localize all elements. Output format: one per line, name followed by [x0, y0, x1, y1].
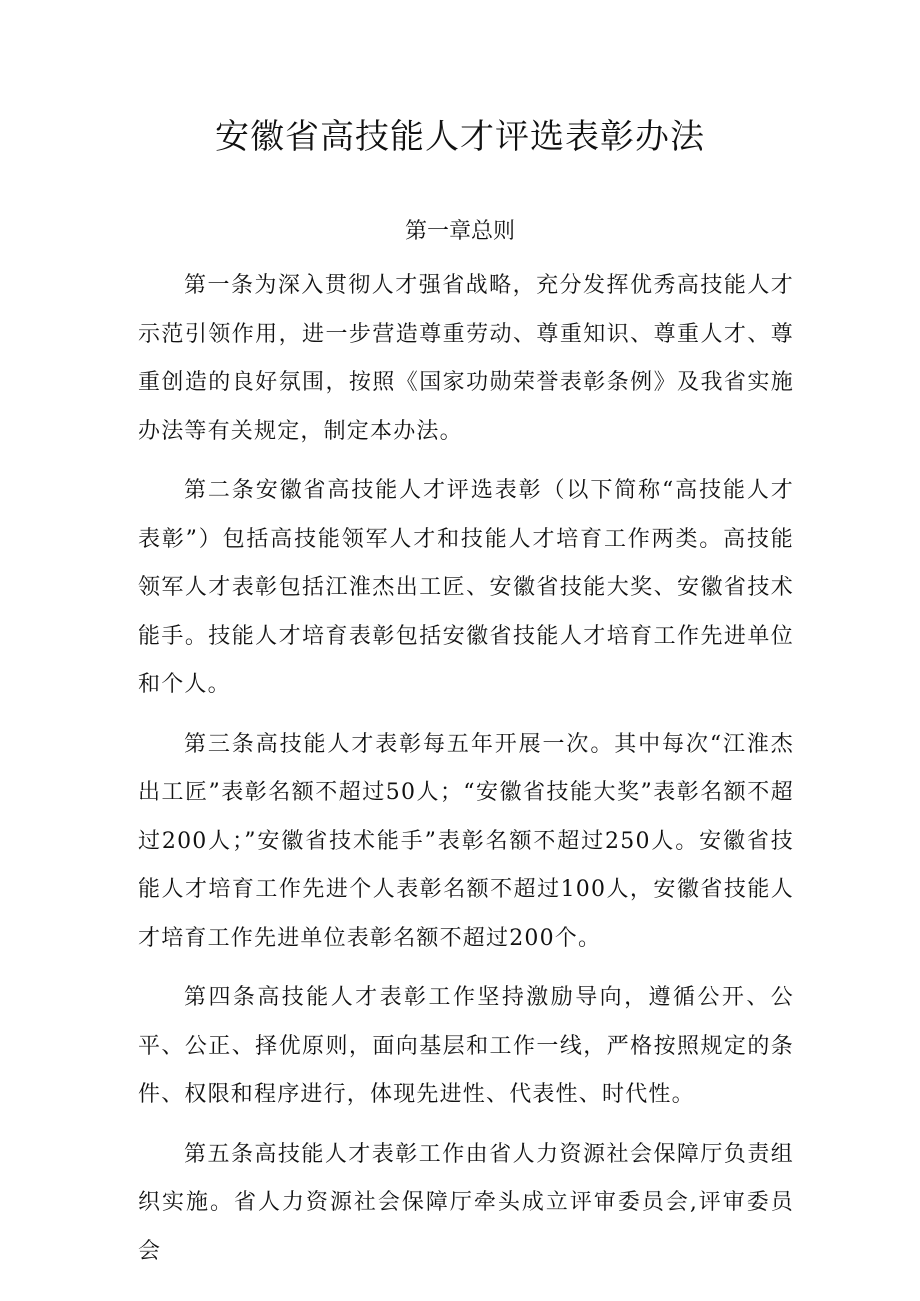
document-title: 安徽省高技能人才评选表彰办法: [215, 117, 705, 157]
article-1-paragraph: 第一条为深入贯彻人才强省战略，充分发挥优秀高技能人才示范引领作用，进一步营造尊重劳动、尊重知识、尊重人才、尊重创造的良好氛围，按照《国家功勋荣誉表彰条例》及我省实施办法等有关规定，制定本办法。: [138, 273, 794, 444]
article-5-paragraph: 第五条高技能人才表彰工作由省人力资源社会保障厅负责组织实施。省人力资源社会保障厅牵头成立评审委员会,评审委员会: [138, 1141, 794, 1264]
article-3-paragraph: 第三条高技能人才表彰每五年开展一次。其中每次“江淮杰出工匠”表彰名额不超过50人；“安徽省技能大奖”表彰名额不超过200人；”安徽省技术能手”表彰名额不超过250人。安徽省技能人才培育工作先进个人表彰名额不超过100人，安徽省技能人才培育工作先进单位表彰名额不超过200个。: [138, 731, 794, 951]
chapter-heading: 第一章总则: [404, 219, 515, 244]
article-2-paragraph: 第二条安徽省高技能人才评选表彰（以下简称“高技能人才表彰”）包括高技能领军人才和技能人才培育工作两类。高技能领军人才表彰包括江淮杰出工匠、安徽省技能大奖、安徽省技术能手。技能人才培育表彰包括安徽省技能人才培育工作先进单位和个人。: [138, 478, 794, 697]
article-4-paragraph: 第四条高技能人才表彰工作坚持激励导向，遵循公开、公平、公正、择优原则，面向基层和工作一线，严格按照规定的条件、权限和程序进行，体现先进性、代表性、时代性。: [138, 985, 794, 1107]
document-body: [138, 262, 794, 1287]
